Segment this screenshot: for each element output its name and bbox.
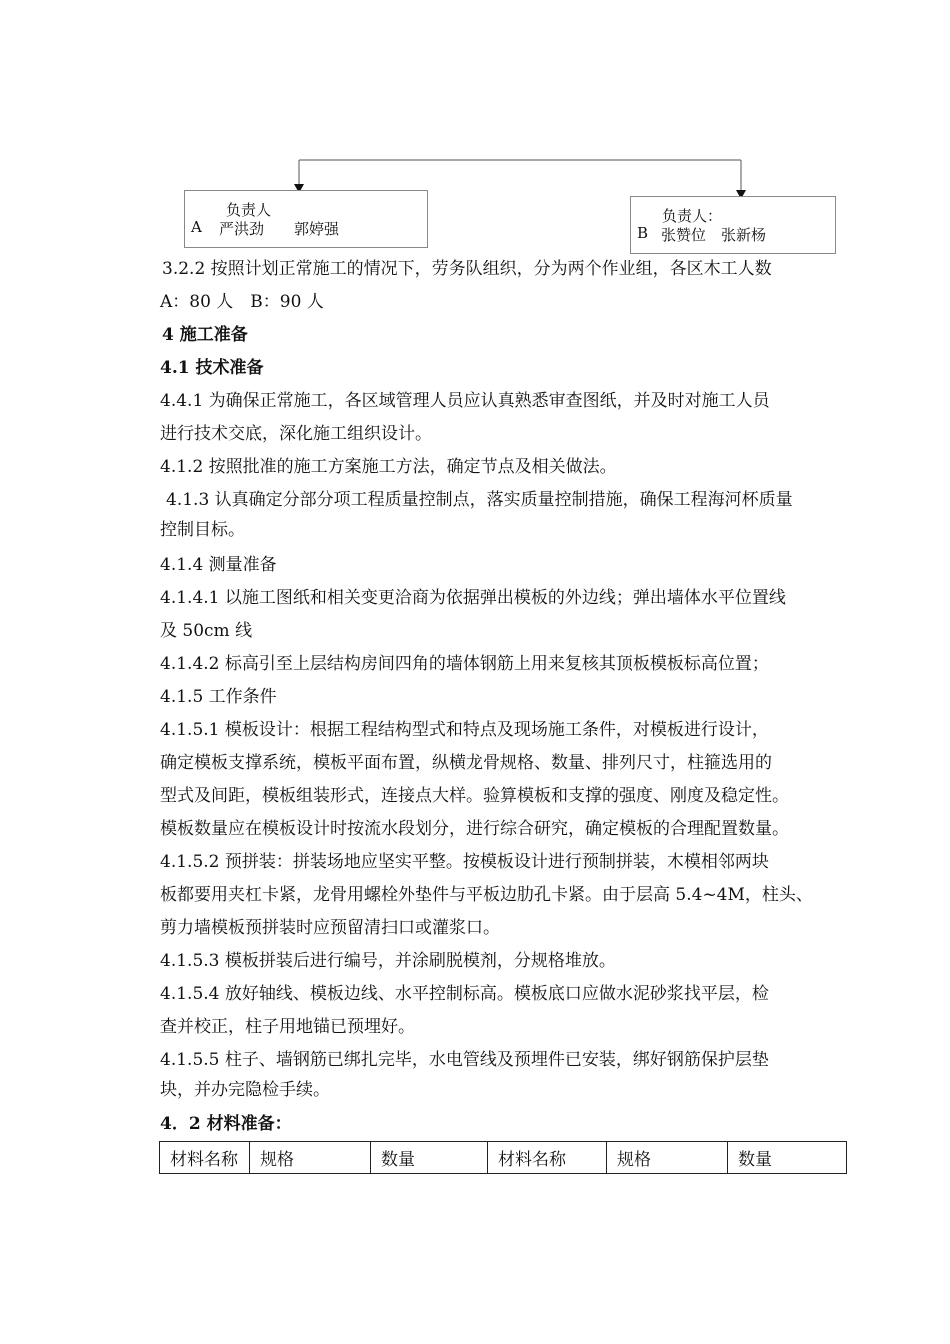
paragraph-line: 块，并办完隐检手续。 (160, 1080, 330, 1100)
paragraph-line: 4.1.2 按照批准的施工方案施工方法，确定节点及相关做法。 (160, 457, 617, 477)
team-a-letter: A (191, 218, 202, 236)
paragraph-line: 3.2.2 按照计划正常施工的情况下，劳务队组织，分为两个作业组，各区木工人数 (162, 259, 772, 279)
table-header-cell: 规格 (607, 1142, 728, 1174)
paragraph-line: 4.1.5 工作条件 (160, 687, 277, 707)
paragraph-line: 4.1.5.1 模板设计：根据工程结构型式和特点及现场施工条件，对模板进行设计， (160, 720, 769, 740)
paragraph-line: 4.1.5.3 模板拼装后进行编号，并涂刷脱模剂，分规格堆放。 (160, 951, 616, 971)
paragraph-line: 4.1.4 测量准备 (160, 555, 277, 575)
table-header-cell: 数量 (371, 1142, 488, 1174)
org-chart-connector (0, 0, 950, 210)
paragraph-line: 查并校正，柱子用地锚已预埋好。 (160, 1017, 415, 1037)
team-a-names: 严洪劲 郭婷强 (219, 220, 340, 238)
paragraph-line: 4.1.5.4 放好轴线、模板边线、水平控制标高。模板底口应做水泥砂浆找平层，检 (160, 984, 769, 1004)
section-heading: 4．2 材料准备： (160, 1114, 292, 1134)
paragraph-line: 进行技术交底，深化施工组织设计。 (160, 424, 432, 444)
paragraph-line: 4.4.1 为确保正常施工，各区域管理人员应认真熟悉审查图纸，并及时对施工人员 (160, 391, 770, 411)
team-b-title: 负责人： (662, 207, 723, 225)
paragraph-line: 板都要用夹杠卡紧，龙骨用螺栓外垫件与平板边肋孔卡紧。由于层高 5.4~4M，柱头、 (160, 885, 813, 905)
paragraph-line: 4.1.3 认真确定分部分项工程质量控制点，落实质量控制措施，确保工程海河杯质量 (166, 490, 793, 510)
paragraph-line: A：80 人 B：90 人 (160, 292, 324, 312)
paragraph-line: 模板数量应在模板设计时按流水段划分，进行综合研究，确定模板的合理配置数量。 (160, 819, 789, 839)
section-heading: 4.1 技术准备 (160, 358, 264, 378)
team-b-letter: B (637, 224, 649, 242)
paragraph-line: 4.1.5.2 预拼装：拼装场地应坚实平整。按模板设计进行预制拼装，木模相邻两块 (160, 852, 769, 872)
paragraph-line: 及 50cm 线 (160, 621, 253, 641)
table-header-cell: 材料名称 (488, 1142, 607, 1174)
paragraph-line: 剪力墙模板预拼装时应预留清扫口或灌浆口。 (160, 918, 500, 938)
paragraph-line: 控制目标。 (160, 520, 245, 540)
paragraph-line: 4.1.5.5 柱子、墙钢筋已绑扎完毕，水电管线及预埋件已安装，绑好钢筋保护层垫 (160, 1050, 769, 1070)
table-header-cell: 材料名称 (160, 1142, 250, 1174)
section-heading: 4 施工准备 (162, 325, 248, 345)
material-table (159, 1141, 847, 1174)
team-b-box (630, 196, 836, 254)
table-header-cell: 数量 (728, 1142, 847, 1174)
team-b-names: 张赞位 张新杨 (661, 226, 767, 244)
table-header-row (160, 1142, 847, 1174)
paragraph-line: 4.1.4.2 标高引至上层结构房间四角的墙体钢筋上用来复核其顶板模板标高位置； (160, 654, 769, 674)
table-header-cell: 规格 (250, 1142, 371, 1174)
paragraph-line: 确定模板支撑系统，模板平面布置，纵横龙骨规格、数量、排列尺寸，柱箍选用的 (160, 753, 772, 773)
team-a-title: 负责人 (226, 201, 272, 219)
paragraph-line: 4.1.4.1 以施工图纸和相关变更洽商为依据弹出模板的外边线；弹出墙体水平位置线 (160, 588, 786, 608)
team-a-box (184, 190, 428, 248)
paragraph-line: 型式及间距，模板组装形式，连接点大样。验算模板和支撑的强度、刚度及稳定性。 (160, 786, 789, 806)
